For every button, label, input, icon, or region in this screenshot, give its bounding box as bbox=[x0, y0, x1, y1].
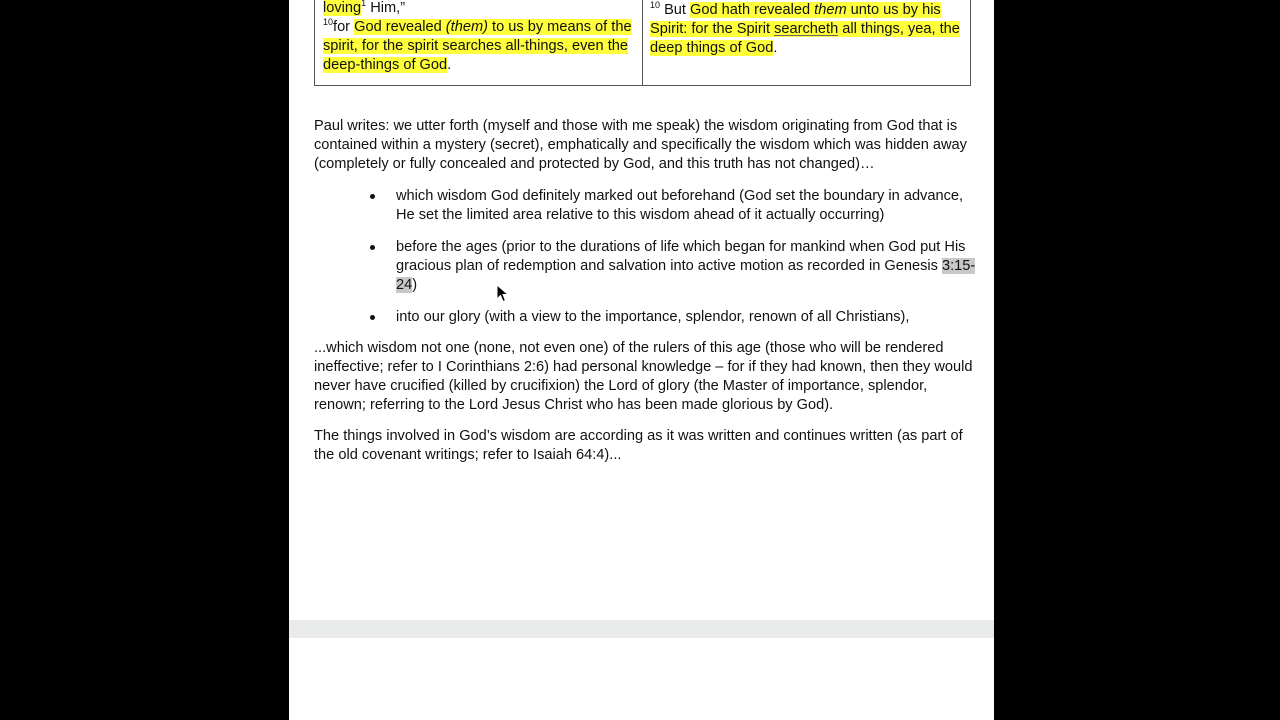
paragraph-3[interactable]: The things involved in God’s wisdom are according as it was written and continues written (as part of the old covenant writings; refer to Isaiah 64:4)... bbox=[314, 428, 963, 463]
selected-text[interactable]: 3:15-24 bbox=[396, 258, 976, 293]
table-column-divider bbox=[642, 0, 643, 85]
left-footnote-sup: 1 bbox=[361, 0, 367, 9]
right-highlight-them: them bbox=[814, 2, 847, 18]
right-but: But bbox=[660, 2, 691, 18]
right-highlight-3: all things, yea, the deep things of God bbox=[650, 21, 960, 56]
left-highlight-2: to us by means of the spirit, for the spirit searches all-things, even the deep-things of God bbox=[323, 19, 632, 73]
right-end: . bbox=[773, 40, 778, 56]
next-document-page bbox=[289, 638, 994, 720]
comparison-table bbox=[314, 0, 971, 86]
left-verse-number: 10 bbox=[323, 17, 334, 28]
bullet-item-1[interactable]: which wisdom God definitely marked out beforehand (God set the boundary in advance, He set the limited area relative to this wisdom ahead of it actually occurring) bbox=[396, 187, 980, 225]
bullet-item-2[interactable] bbox=[396, 238, 980, 295]
table-cell-right[interactable] bbox=[650, 1, 966, 58]
left-highlight-them: (them) bbox=[445, 19, 488, 35]
table-cell-left[interactable] bbox=[323, 0, 635, 75]
paragraph-1[interactable]: Paul writes: we utter forth (myself and those with me speak) the wisdom originating from God that is contained within a mystery (secret), emphatically and specifically the wisdom which was hidden away (completely or fully concealed and protected by God, and this truth has not changed)… bbox=[314, 118, 967, 172]
page-gap bbox=[289, 620, 994, 638]
right-highlight-2: unto us by his Spirit: for the Spirit bbox=[650, 2, 941, 37]
mouse-cursor-icon bbox=[496, 284, 510, 304]
left-for: for bbox=[333, 19, 355, 35]
left-highlight-1: God revealed bbox=[354, 19, 446, 35]
bullet-item-3[interactable]: into our glory (with a view to the importance, splendor, renown of all Christians), bbox=[396, 308, 980, 327]
right-highlight-1: God hath revealed bbox=[690, 2, 815, 18]
left-line1-text: loving bbox=[323, 0, 362, 16]
right-highlight-searcheth: searcheth bbox=[774, 21, 839, 37]
bullet-2-end: ) bbox=[412, 277, 418, 293]
paragraph-2[interactable]: ...which wisdom not one (none, not even one) of the rulers of this age (those who will be rendered ineffective; refer to I Corinthians 2:6) had personal knowledge – for if they had known, then they would never have crucified (killed by crucifixion) the Lord of glory (the Master of importance, splendor, renown; referring to the Lord Jesus Christ who has been made glorious by God). bbox=[314, 340, 973, 413]
bullet-2-text: before the ages (prior to the durations of life which began for mankind when God put His gracious plan of redemption and salvation into active motion as recorded in Genesis bbox=[396, 239, 966, 274]
right-verse-number: 10 bbox=[650, 0, 661, 11]
left-line1-end: Him,” bbox=[366, 0, 406, 16]
left-end: . bbox=[447, 57, 452, 73]
